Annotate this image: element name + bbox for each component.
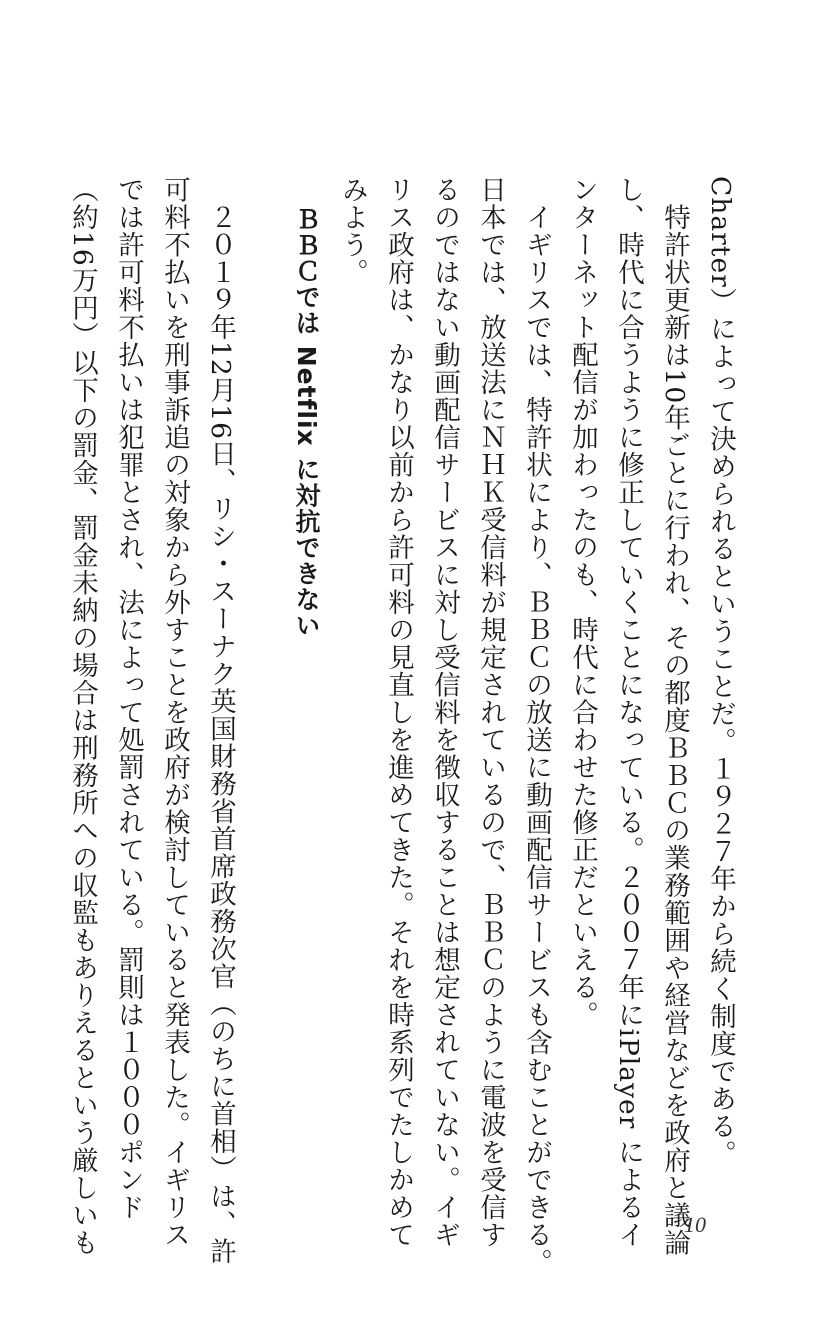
- text-line: ２０１９年12月16日、リシ・スーナク英国財務省首席政務次官（のちに首相）は、許: [205, 176, 236, 1265]
- text-line: イギリスでは、特許状により、ＢＢＣの放送に動画配信サービスも含むことができる。: [521, 176, 552, 1276]
- text-line: 特許状更新は10年ごとに行われ、その都度ＢＢＣの業務範囲や経営などを政府と議論: [659, 176, 690, 1257]
- text-line: リス政府は、かなり以前から許可料の見直しを進めてきた。それを時系列でたしかめて: [383, 176, 414, 1249]
- text-line: では許可料不払いは犯罪とされ、法によって処罰されている。罰則は１０００ポンド: [113, 176, 144, 1221]
- text-line: （約16万円）以下の罰金、罰金未納の場合は刑務所への収監もありえるという厳しいも: [67, 176, 98, 1257]
- text-line: みよう。: [337, 176, 368, 286]
- section-heading: ＢＢＣでは Netflix に対抗できない: [292, 206, 321, 639]
- text-line: Charter）によって決められるということだ。１９２７年から続く制度である。: [705, 176, 736, 1168]
- text-line: 可料不払いを刑事訴追の対象から外すことを政府が検討していると発表した。イギリス: [159, 176, 190, 1249]
- page-number: 10: [684, 1212, 706, 1237]
- text-line: ンターネット配信が加わったのも、時代に合わせた修正だといえる。: [567, 176, 598, 1029]
- text-line: し、時代に合うように修正していくことになっている。２００７年にiPlayer によるイ: [613, 176, 644, 1249]
- text-line: 日本では、放送法にＮＨＫ受信料が規定されているので、ＢＢＣのように電波を受信す: [475, 176, 506, 1249]
- text-line: るのではない動画配信サービスに対し受信料を徴収することは想定されていない。イギ: [429, 176, 460, 1249]
- vertical-text-body: [43, 176, 743, 1276]
